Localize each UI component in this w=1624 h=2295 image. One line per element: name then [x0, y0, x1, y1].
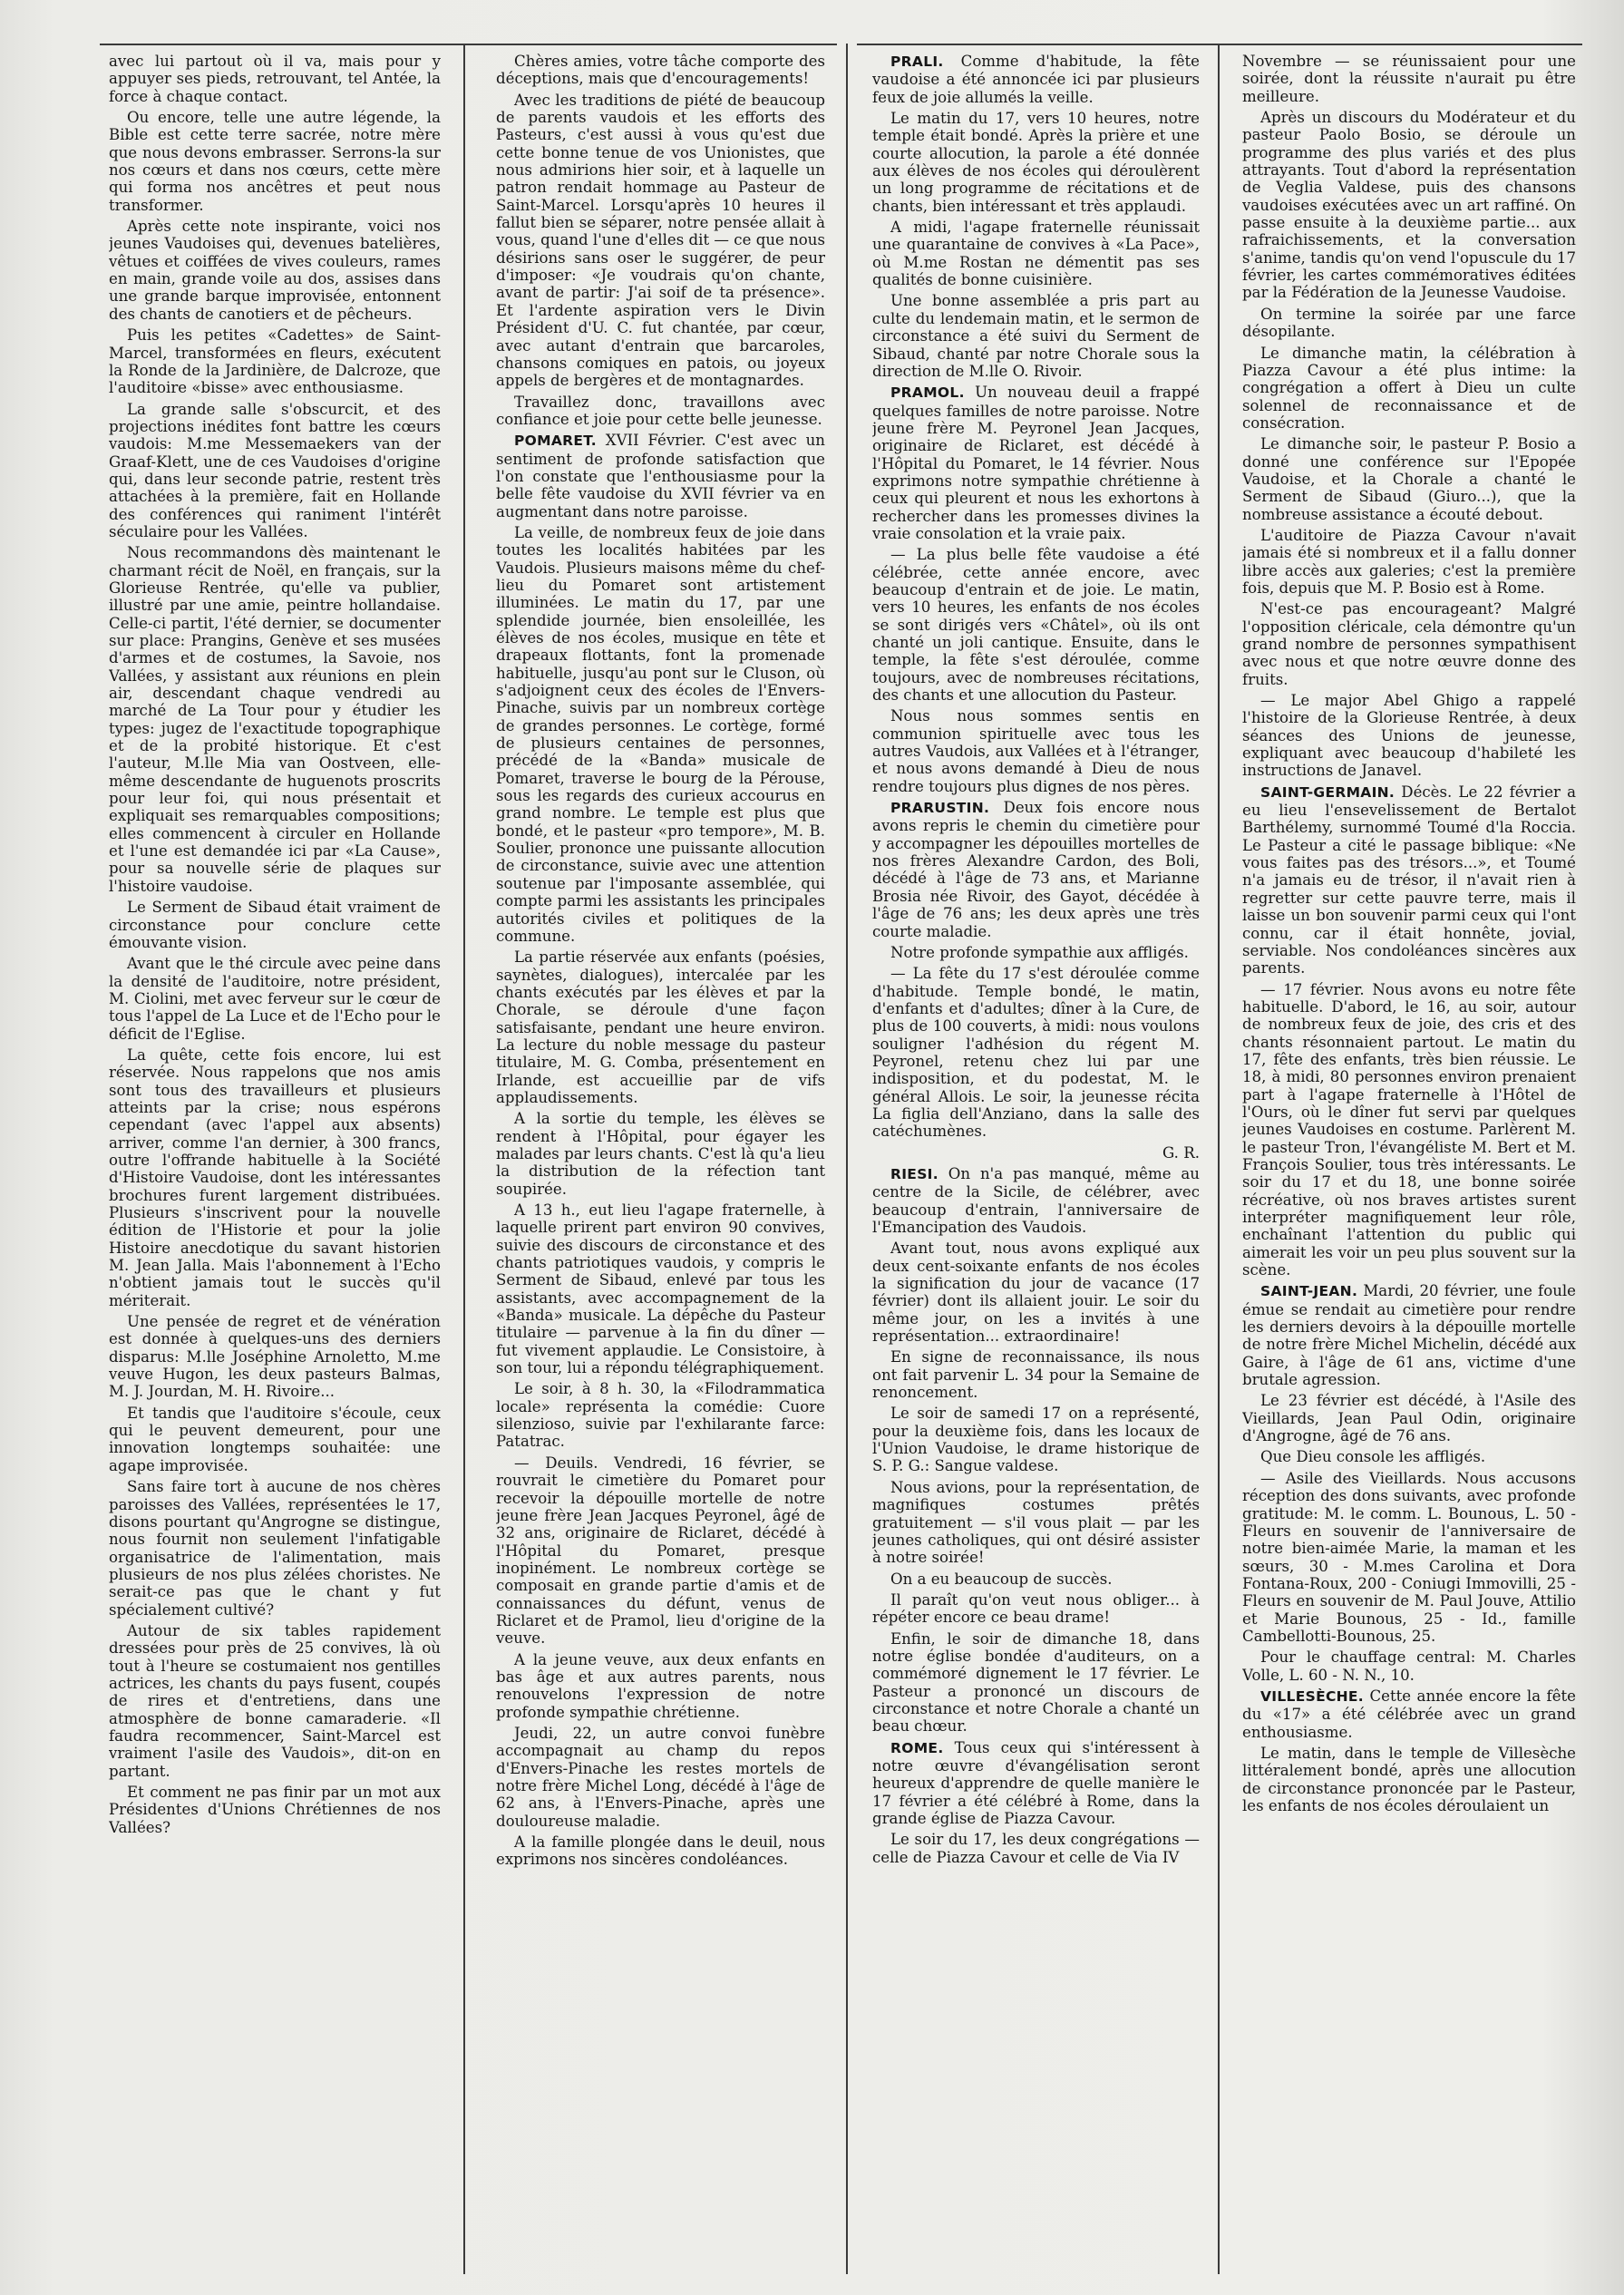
paragraph-text: — Deuils. Vendredi, 16 février, se rouvrait le cimetière du Pomaret pour recevoir la dépouille mortelle de notre jeune frère Jean Jacques Peyronel, âgé de 32 ans, originaire de Riclaret, décédé à l'Hôpital du Pomaret, presque inopinément. Le nombreux cortège se composait en grande partie d'amis et de connaissances du défunt, venus de Riclaret et de Pramol, lieu d'origine de la veuve.	[496, 1454, 825, 1648]
article-paragraph	[1242, 1448, 1576, 1465]
article-paragraph	[496, 1380, 825, 1450]
section-paragraph	[872, 53, 1200, 106]
paragraph-text: Le soir de samedi 17 on a représenté, pour la deuxième fois, dans les locaux de l'Union Vaudoise, le drame historique de S. P. G.: Sangue valdese.	[872, 1405, 1200, 1475]
article-paragraph	[496, 524, 825, 945]
article-paragraph	[872, 546, 1200, 704]
article-paragraph	[872, 1479, 1200, 1567]
article-paragraph	[496, 1651, 825, 1721]
section-paragraph	[1242, 1282, 1576, 1388]
paragraph-text: Avant tout, nous avons expliqué aux deux cent-soixante enfants de nos écoles la signification du jour de vacance (17 février) dont ils allaient jouir. Le soir du même jour, on les a invités à une représentation... extraordinaire!	[872, 1240, 1200, 1346]
article-paragraph	[1242, 345, 1576, 433]
paragraph-text: Nous avions, pour la représentation, de magnifiques costumes prêtés gratuitement — s'il vous plait — par les jeunes catholiques, qui ont désiré assister à notre soirée!	[872, 1478, 1200, 1567]
article-paragraph	[872, 1405, 1200, 1474]
paragraph-text: Chères amies, votre tâche comporte des déceptions, mais que d'encouragements!	[496, 53, 825, 88]
article-paragraph	[1242, 435, 1576, 523]
article-paragraph	[109, 544, 441, 895]
article-paragraph	[1242, 1470, 1576, 1645]
paragraph-text: Le soir du 17, les deux congrégations — celle de Piazza Cavour et celle de Via IV	[872, 1831, 1200, 1866]
paragraph-text: Après un discours du Modérateur et du pasteur Paolo Bosio, se déroule un programme des plus variés et des plus attrayants. Tout d'abord la représentation de Veglia Valdese, puis des chansons vaudoises exécutées avec un art raffiné. On passe ensuite à la deuxième partie... aux rafraichissements, et la conversation s'anime, tandis qu'on vend l'opuscule du 17 février, les cartes commémoratives éditées par la Fédération de la Jeunesse Vaudoise.	[1242, 109, 1576, 302]
article-paragraph	[109, 326, 441, 396]
paragraph-text: Et comment ne pas finir par un mot aux Présidentes d'Unions Chrétiennes de nos Vallées?	[109, 1784, 441, 1836]
column-divider-2	[846, 44, 848, 2274]
paragraph-text: A la jeune veuve, aux deux enfants en bas âge et aux autres parents, nous renouvelons l'expression de notre profonde sympathie chrétienne.	[496, 1650, 825, 1721]
article-paragraph	[109, 1405, 441, 1474]
article-paragraph	[109, 218, 441, 323]
paragraph-text: Le matin du 17, vers 10 heures, notre temple était bondé. Après la prière et une courte allocution, la parole a été donnée aux élèves de nos écoles qui déroulèrent un long programme de récitations et de chants, bien intéressant et très applaudi.	[872, 110, 1200, 215]
place-heading: ROME.	[890, 1739, 944, 1756]
paragraph-text: N'est-ce pas encourageant? Malgré l'opposition cléricale, cela démontre qu'un grand nombre de personnes sympathisent avec nous et que notre œuvre donne des fruits.	[1242, 600, 1576, 688]
paragraph-text: Un nouveau deuil a frappé quelques familles de notre paroisse. Notre jeune frère M. Peyronel Jean Jacques, originaire de Riclaret, est décédé à l'Hôpital du Pomaret, le 14 février. Nous exprimons notre sympathie chrétienne à ceux qui pleurent et nous les exhortons à rechercher dans les promesses divines la vraie consolation et la vraie paix.	[872, 384, 1200, 542]
place-heading: PRARUSTIN.	[890, 800, 990, 817]
article-paragraph	[496, 394, 825, 429]
paragraph-text: Avant que le thé circule avec peine dans la densité de l'auditoire, notre président, M. Ciolini, met avec ferveur sur le cœur de tous l'appel de La Luce et de l'Echo pour le déficit de l'Eglise.	[109, 955, 441, 1043]
paragraph-text: Le soir, à 8 h. 30, la «Filodrammatica locale» représenta la comédie: Cuore silenzioso, suivie par l'exhilarante farce: Patatrac.	[496, 1380, 825, 1451]
paragraph-text: Il paraît qu'on veut nous obliger... à répéter encore ce beau drame!	[872, 1590, 1200, 1627]
article-paragraph	[496, 1725, 825, 1830]
article-paragraph	[872, 707, 1200, 795]
article-paragraph	[872, 1630, 1200, 1736]
place-heading: PRALI.	[890, 53, 944, 70]
section-paragraph	[496, 432, 825, 520]
section-paragraph	[872, 799, 1200, 940]
article-paragraph	[109, 1313, 441, 1401]
article-paragraph	[496, 53, 825, 88]
article-paragraph	[1242, 1648, 1576, 1684]
text-column-3	[872, 53, 1200, 2274]
article-paragraph	[1242, 1392, 1576, 1444]
paragraph-text: Comme d'habitude, la fête vaudoise a été annoncée ici par plusieurs feux de joie allumés la veille.	[872, 53, 1200, 106]
article-paragraph	[496, 1454, 825, 1648]
paragraph-text: Deux fois encore nous avons repris le chemin du cimetière pour y accompagner les dépouilles mortelles de nos frères Alexandre Cardon, des Boli, décédé à l'âge de 73 ans, et Marianne Brosia née Rivoir, des Gayot, décédée à l'âge de 76 ans; les deux après une très courte maladie.	[872, 799, 1200, 940]
paragraph-text: avec lui partout où il va, mais pour y appuyer ses pieds, retrouvant, tel Antée, la force à chaque contact.	[109, 53, 441, 105]
article-paragraph	[872, 110, 1200, 215]
paragraph-text: La veille, de nombreux feux de joie dans toutes les localités habitées par les Vaudois. Plusieurs maisons même du chef-lieu du Pomaret sont artistement illuminées. Le matin du 17, par une splendide journée, bien ensoleillée, les élèves de nos écoles, musique en tête et drapeaux flottants, font la promenade habituelle, jusqu'au pont sur le Cluson, où s'adjoignent ceux des écoles de l'Envers-Pinache, suivis par un nombreux cortège de grandes personnes. Le cortège, formé de plusieurs centaines de personnes, précédé de la «Banda» musicale de Pomaret, traverse le bourg de la Pérouse, sous les regards des curieux accourus en grand nombre. Le temple est plus que bondé, et le pasteur «pro tempore», M. B. Soulier, prononce une puissante allocution de circonstance, suivie avec une attention soutenue par l'imposante assemblée, qui compte parmi les assistants les principales autorités civiles et politiques de la commune.	[496, 523, 825, 945]
paragraph-text: La partie réservée aux enfants (poésies, saynètes, dialogues), intercalée par les chants exécutés par les élèves et par la Chorale, se déroule d'une façon satisfaisante, pendant une heure environ. La lecture du noble message du pasteur titulaire, M. G. Comba, présentement en Irlande, est accueillie par de vifs applaudissements.	[496, 948, 825, 1106]
article-paragraph	[1242, 527, 1576, 597]
paragraph-text: G. R.	[1162, 1143, 1200, 1162]
paragraph-text: Le matin, dans le temple de Villesèche littéralement bondé, après une allocution de circonstance prononcée par le Pasteur, les enfants de nos écoles déroulaient un	[1242, 1744, 1576, 1814]
article-paragraph	[872, 1240, 1200, 1345]
paragraph-text: Le dimanche soir, le pasteur P. Bosio a donné une conférence sur l'Epopée Vaudoise, et la Chorale a chanté le Serment de Sibaud (Giuro...), que la nombreuse assistance a écouté debout.	[1242, 435, 1576, 523]
article-paragraph	[109, 401, 441, 541]
paragraph-text: Une bonne assemblée a pris part au culte du lendemain matin, et le sermon de circonstance a été suivi du Serment de Sibaud, chanté par notre Chorale sous la direction de M.lle O. Rivoir.	[872, 292, 1200, 380]
article-paragraph	[496, 1110, 825, 1198]
article-paragraph	[1242, 1745, 1576, 1814]
article-paragraph	[496, 92, 825, 390]
article-paragraph	[1242, 109, 1576, 302]
article-paragraph	[109, 109, 441, 214]
section-paragraph	[1242, 1687, 1576, 1741]
paragraph-text: XVII Février. C'est avec un sentiment de profonde satisfaction que l'on constate que l'enthousiasme pour la belle fête vaudoise du XVII février va en augmentant dans notre paroisse.	[496, 432, 825, 520]
place-heading: PRAMOL.	[890, 384, 965, 402]
text-column-1	[109, 53, 441, 2274]
paragraph-text: Puis les petites «Cadettes» de Saint-Marcel, transformées en fleurs, exécutent la Ronde de la Jardinière, de Dalcroze, que l'auditoire «bisse» avec enthousiasme.	[109, 326, 441, 397]
article-paragraph	[109, 955, 441, 1043]
article-paragraph	[872, 1831, 1200, 1866]
paragraph-text: Le dimanche matin, la célébration à Piazza Cavour a été plus intime: la congrégation a offert à Dieu un culte solennel de reconnaissance et de consécration.	[1242, 344, 1576, 432]
place-heading: VILLESÈCHE.	[1260, 1687, 1364, 1705]
paragraph-text: On n'a pas manqué, même au centre de la Sicile, de célébrer, avec beaucoup d'entrain, l'anniversaire de l'Emancipation des Vaudois.	[872, 1164, 1200, 1236]
paragraph-text: — Asile des Vieillards. Nous accusons réception des dons suivants, avec profonde gratitude: M. le comm. L. Bounous, L. 50 - Fleurs en souvenir de l'anniversaire de notre bien-aimée Marie, la maman et les sœurs, 30 - M.mes Carolina et Dora Fontana-Roux, 200 - Coniugi Immovilli, 25 - Fleurs en souvenir de M. Paul Jouve, Attilio et Marie Bounous, 25 - Id., famille Cambellotti-Bounous, 25.	[1242, 1469, 1576, 1645]
paragraph-text: Décès. Le 22 février a eu lieu l'ensevelissement de Bertalot Barthélemy, surnommé Toumé d'la Roccia. Le Pasteur a cité le passage biblique: «Ne vous faites pas des trésors...», et Toumé n'a jamais eu de trésor, il n'avait rien à regretter sur cette pauvre terre, mais il laisse un bon souvenir parmi ceux qui l'ont connu, car il était honnête, jovial, serviable. Nos condoléances sincères aux parents.	[1242, 783, 1576, 977]
section-paragraph	[1242, 783, 1576, 977]
top-rule-right	[857, 44, 1582, 45]
paragraph-text: Après cette note inspirante, voici nos jeunes Vaudoises qui, devenues batelières, vêtues et coiffées de vives couleurs, rames en main, grande voile au dos, assises dans une grande barque improvisée, entonnent des chants de canotiers et de pêcheurs.	[109, 218, 441, 323]
article-paragraph	[872, 219, 1200, 288]
paragraph-text: Enfin, le soir de dimanche 18, dans notre église bondée d'auditeurs, on a commémoré dignement le 17 février. Le Pasteur a prononcé un discours de circonstance et notre Chorale a chanté un beau chœur.	[872, 1629, 1200, 1736]
paragraph-text: Notre profonde sympathie aux affligés.	[890, 943, 1189, 961]
article-paragraph	[872, 944, 1200, 961]
column-divider-3	[1218, 44, 1220, 2274]
article-paragraph	[872, 292, 1200, 380]
paragraph-text: A 13 h., eut lieu l'agape fraternelle, à laquelle prirent part environ 90 convives, suivie des discours de circonstance et des chants patriotiques vaudois, y compris le Serment de Sibaud, enlevé par tous les assistants, avec accompagnement de la «Banda» musicale. La dépêche du Pasteur titulaire — parvenue à la fin du dîner — fut vivement applaudie. Le Consistoire, à son tour, lui a répondu télégraphiquement.	[496, 1201, 825, 1377]
article-paragraph	[496, 1833, 825, 1869]
paragraph-text: — La fête du 17 s'est déroulée comme d'habitude. Temple bondé, le matin, d'enfants et d'adultes; dîner à la Cure, de plus de 100 couverts, à midi: nous voulons souligner l'adhésion du régent M. Peyronel, retenu chez lui par une indisposition, et du podestat, M. le général Allois. Le soir, la jeunesse récita La figlia dell'Anziano, dans la salle des catéchumènes.	[872, 965, 1200, 1141]
paragraph-text: — La plus belle fête vaudoise a été célébrée, cette année encore, avec beaucoup d'entrain et de joie. Le matin, vers 10 heures, les enfants de nos écoles se sont dirigés vers «Châtel», où ils ont chanté un joli cantique. Ensuite, dans le temple, la fête s'est déroulée, comme toujours, avec de nombreuses récitations, des chants et une allocution du Pasteur.	[872, 546, 1200, 705]
article-paragraph	[109, 1784, 441, 1836]
place-heading: RIESI.	[890, 1165, 938, 1182]
paragraph-text: A la sortie du temple, les élèves se rendent à l'Hôpital, pour égayer les malades par leurs chants. C'est là qu'a lieu la distribution de la réfection tant soupirée.	[496, 1110, 825, 1198]
paragraph-text: Ou encore, telle une autre légende, la Bible est cette terre sacrée, notre mère que nous devons embrasser. Serrons-la sur nos cœurs et dans nos cœurs, cette mère qui forma nos ancêtres et peut nous transformer.	[109, 109, 441, 214]
article-paragraph	[872, 1591, 1200, 1627]
section-paragraph	[872, 1739, 1200, 1828]
text-column-2	[496, 53, 825, 2274]
paragraph-text: Nous recommandons dès maintenant le charmant récit de Noël, en français, sur la Glorieuse Rentrée, qu'elle va publier, illustré par une amie, peintre hollandaise. Celle-ci partit, l'été dernier, se documenter sur place: Prangins, Genève et ses musées d'armes et de costumes, la Savoie, nos Vallées, y assistant aux réunions en plein air, descendant chaque vendredi au marché de La Tour pour y étudier les types: jugez de l'exactitude topographique et de la probité historique. Et c'est l'auteur, M.lle Mia van Oostveen, elle-même descendante de huguenots proscrits pour leur foi, qui nous présentait et expliquait ses remarquables compositions; elles commencent à circuler en Hollande et l'une est demandée ici par «La Cause», pour sa nouvelle série de plaques sur l'histoire vaudoise.	[109, 544, 441, 895]
paragraph-text: Nous nous sommes sentis en communion spirituelle avec tous les autres Vaudois, aux Vallées et à l'étranger, et nous avons demandé à Dieu de nous rendre toujours plus dignes de nos pères.	[872, 707, 1200, 795]
text-column-4	[1242, 53, 1576, 2274]
paragraph-text: La grande salle s'obscurcit, et des projections inédites font battre les cœurs vaudois: M.me Messemaekers van der Graaf-Klett, une de ces Vaudoises d'origine qui, dans leur seconde patrie, restent très attachées à la première, fait en Hollande des conférences qui raniment l'intérêt séculaire pour les Vallées.	[109, 400, 441, 540]
paragraph-text: On a eu beaucoup de succès.	[890, 1570, 1113, 1588]
paragraph-text: Le Serment de Sibaud était vraiment de circonstance pour conclure cette émouvante vision.	[109, 899, 441, 951]
section-paragraph	[872, 384, 1200, 542]
place-heading: SAINT-JEAN.	[1260, 1283, 1358, 1300]
article-paragraph	[496, 948, 825, 1106]
article-paragraph	[872, 1144, 1200, 1162]
article-paragraph	[109, 1622, 441, 1780]
article-paragraph	[109, 1478, 441, 1619]
article-paragraph	[109, 1046, 441, 1309]
article-paragraph	[496, 1201, 825, 1376]
paragraph-text: Sans faire tort à aucune de nos chères paroisses des Vallées, représentées le 17, disons pourtant qu'Angrogne se distingue, nous fournit non seulement l'infatigable organisatrice de l'alimentation, mais plusieurs de nos plus zélées choristes. Ne serait-ce pas que le chant y fut spécialement cultivé?	[109, 1478, 441, 1619]
paragraph-text: Tous ceux qui s'intéressent à notre œuvre d'évangélisation seront heureux d'apprendre de quelle manière le 17 février a été célébré à Rome, dans la grande église de Piazza Cavour.	[872, 1738, 1200, 1827]
paragraph-text: Et tandis que l'auditoire s'écoule, ceux qui le peuvent demeurent, pour une innovation longtemps souhaitée: une agape improvisée.	[109, 1404, 441, 1474]
place-heading: POMARET.	[514, 433, 597, 450]
paragraph-text: Travaillez donc, travaillons avec confiance et joie pour cette belle jeunesse.	[496, 393, 825, 428]
paragraph-text: La quête, cette fois encore, lui est réservée. Nous rappelons que nos amis sont tous des travailleurs et plusieurs atteints par la crise; nous espérons cependant (avec l'appel aux absents) arriver, comme l'an dernier, à 300 francs, outre l'offrande habituelle à la Société d'Histoire Vaudoise, dont les intéressantes brochures furent largement distribuées. Plusieurs s'inscrivent pour la nouvelle édition de l'Historie et pour la jolie Histoire anecdotique du savant historien M. Jean Jalla. Mais l'abonnement à l'Echo n'obtient jamais tout le succès qu'il mériterait.	[109, 1045, 441, 1309]
article-paragraph	[1242, 306, 1576, 341]
top-rule-left	[100, 44, 837, 45]
column-divider-1	[463, 44, 465, 2274]
paragraph-text: Pour le chauffage central: M. Charles Volle, L. 60 - N. N., 10.	[1242, 1648, 1576, 1684]
article-paragraph	[1242, 981, 1576, 1279]
paragraph-text: L'auditoire de Piazza Cavour n'avait jamais été si nombreux et il a fallu donner libre accès aux galeries; c'est la première fois, depuis que M. P. Bosio est à Rome.	[1242, 526, 1576, 597]
paragraph-text: — Le major Abel Ghigo a rappelé l'histoire de la Glorieuse Rentrée, à deux séances des Unions de jeunesse, expliquant avec beaucoup d'habileté les instructions de Janavel.	[1242, 692, 1576, 780]
paragraph-text: A midi, l'agape fraternelle réunissait une quarantaine de convives à «La Pace», où M.me Rostan ne démentit pas ses qualités de bonne cuisinière.	[872, 219, 1200, 289]
paragraph-text: Le 23 février est décédé, à l'Asile des Vieillards, Jean Paul Odin, originaire d'Angrogne, âgé de 76 ans.	[1242, 1392, 1576, 1445]
article-paragraph	[872, 1348, 1200, 1401]
paragraph-text: Autour de six tables rapidement dressées pour près de 25 convives, là où tout à l'heure se costumaient nos gentilles actrices, les chants du pays fusent, coupés de rires et d'entretiens, dans une atmosphère de bonne camaraderie. «Il faudra recommencer, Saint-Marcel est vraiment l'asile des Vaudois», dit-on en partant.	[109, 1621, 441, 1780]
place-heading: SAINT-GERMAIN.	[1260, 783, 1395, 801]
paragraph-text: Novembre — se réunissaient pour une soirée, dont la réussite n'aurait pu être meilleure.	[1242, 53, 1576, 105]
article-paragraph	[1242, 692, 1576, 780]
paragraph-text: Que Dieu console les affligés.	[1260, 1448, 1486, 1466]
article-paragraph	[872, 1571, 1200, 1588]
paragraph-text: — 17 février. Nous avons eu notre fête habituelle. D'abord, le 16, au soir, autour de nombreux feux de joie, des cris et des chants résonnaient partout. Le matin du 17, fête des enfants, très bien réussie. Le 18, à midi, 80 personnes environ prenaient part à l'agape fraternelle à l'Hôtel de l'Ours, où le dîner fut servi par quelques jeunes Vaudoises en costume. Parlèrent M. le pasteur Tron, l'évangéliste M. Bert et M. François Soulier, tous très intéressants. Le soir du 17 et du 18, une bonne soirée récréative, où nos braves artistes surent interpréter magnifiquement leur rôle, enchaînant l'attention du public qui aimerait les voir un peu plus souvent sur la scène.	[1242, 980, 1576, 1279]
paragraph-text: Cette année encore la fête du «17» a été célébrée avec un grand enthousiasme.	[1242, 1687, 1576, 1741]
paragraph-text: A la famille plongée dans le deuil, nous exprimons nos sincères condoléances.	[496, 1833, 825, 1869]
paragraph-text: Une pensée de regret et de vénération est donnée à quelques-uns des derniers disparus: M.lle Joséphine Arnoletto, M.me veuve Hugon, les deux pasteurs Balmas, M. J. Jourdan, M. H. Rivoire...	[109, 1313, 441, 1401]
article-paragraph	[872, 965, 1200, 1140]
article-paragraph	[1242, 600, 1576, 688]
paragraph-text: Jeudi, 22, un autre convoi funèbre accompagnait au champ du repos d'Envers-Pinache les restes mortels de notre frère Michel Long, décédé à l'âge de 62 ans, à l'Envers-Pinache, après une douloureuse maladie.	[496, 1724, 825, 1830]
article-paragraph	[109, 899, 441, 951]
paragraph-text: En signe de reconnaissance, ils nous ont fait parvenir L. 34 pour la Semaine de renoncement.	[872, 1348, 1200, 1402]
article-paragraph	[1242, 53, 1576, 105]
section-paragraph	[872, 1165, 1200, 1236]
paragraph-text: Mardi, 20 février, une foule émue se rendait au cimetière pour rendre les derniers devoirs à la dépouille mortelle de notre frère Michel Michelin, décédé aux Gaire, à l'âge de 61 ans, victime d'une brutale agression.	[1242, 1282, 1576, 1389]
paragraph-text: On termine la soirée par une farce désopilante.	[1242, 305, 1576, 341]
article-paragraph	[109, 53, 441, 105]
paragraph-text: Avec les traditions de piété de beaucoup de parents vaudois et les efforts des Pasteurs, c'est aussi à vous qu'est due cette bonne tenue de vos Unionistes, que nous admirions hier soir, et à laquelle un patron rendait hommage au Pasteur de Saint-Marcel. Lorsqu'après 10 heures il fallut bien se séparer, notre pensée allait à vous, quand l'une d'elles dit — ce que nous désirions sans oser le suggérer, de peur d'imposer: «Je voudrais qu'on chante, avant de partir: J'ai soif de ta présence». Et l'ardente aspiration vers le Divin Président d'U. C. fut chantée, par cœur, avec autant d'entrain que barcaroles, chansons comiques en patois, ou joyeux appels de bergères et de montagnardes.	[496, 91, 825, 390]
